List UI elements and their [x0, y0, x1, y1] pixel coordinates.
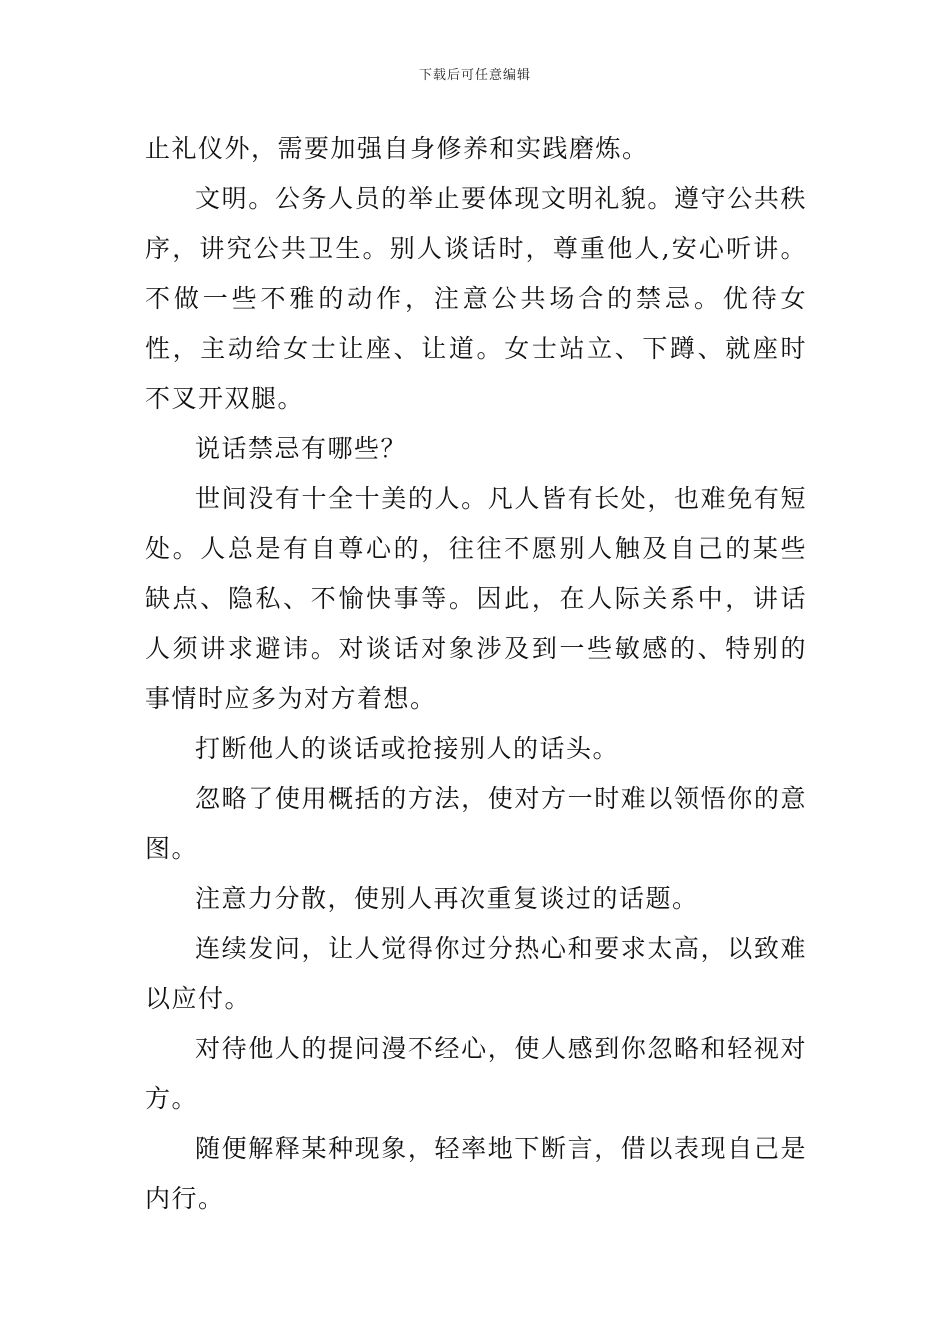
list-item: 连续发问，让人觉得你过分热心和要求太高，以致难以应付。 — [145, 934, 807, 1013]
paragraph: 文明。公务人员的举止要体现文明礼貌。遵守公共秩序，讲究公共卫生。别人谈话时，尊重他人,安心听讲。不做一些不雅的动作，注意公共场合的禁忌。优待女性，主动给女士让座、让道。女士站立、下蹲、就座时不叉开双腿。 — [145, 184, 807, 413]
page-header: 下载后可任意编辑 — [418, 68, 531, 83]
list-item: 注意力分散，使别人再次重复谈过的话题。 — [195, 884, 699, 913]
list-item: 随便解释某种现象，轻率地下断言，借以表现自己是内行。 — [145, 1134, 807, 1213]
paragraph: 世间没有十全十美的人。凡人皆有长处，也难免有短处。人总是有自尊心的，往往不愿别人触及自己的某些缺点、隐私、不愉快事等。因此，在人际关系中，讲话人须讲求避讳。对谈话对象涉及到一些敏感的、特别的事情时应多为对方着想。 — [145, 484, 807, 713]
paragraph: 止礼仪外，需要加强自身修养和实践磨炼。 — [145, 134, 649, 163]
document-body — [145, 124, 807, 1224]
list-item: 忽略了使用概括的方法，使对方一时难以领悟你的意图。 — [145, 784, 807, 863]
section-question: 说话禁忌有哪些？ — [195, 434, 408, 463]
list-item: 打断他人的谈话或抢接别人的话头。 — [195, 734, 620, 763]
list-item: 对待他人的提问漫不经心，使人感到你忽略和轻视对方。 — [145, 1034, 807, 1113]
